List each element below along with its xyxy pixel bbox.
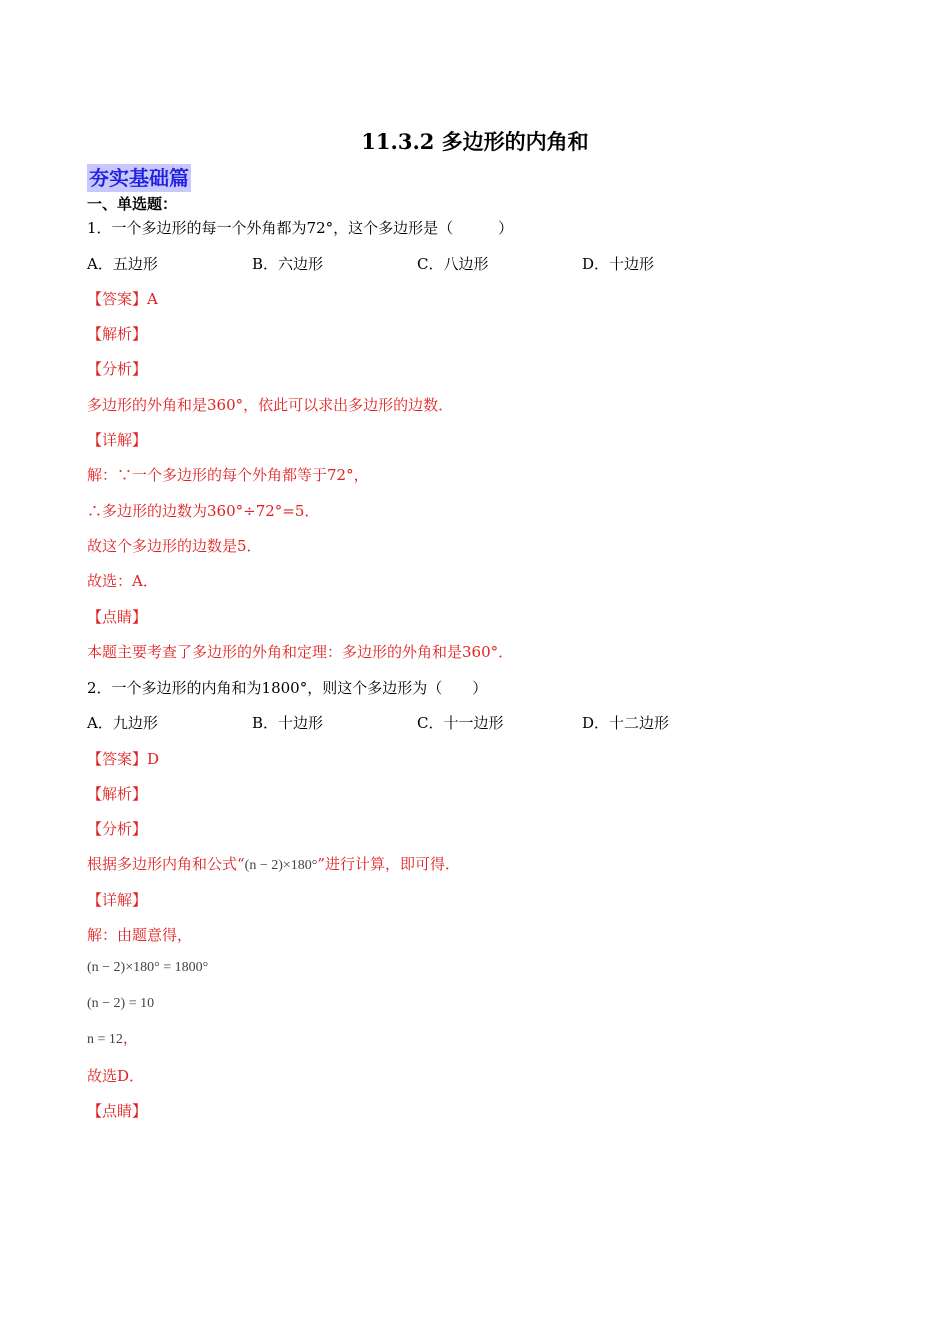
q2-stem: 2．一个多边形的内角和为1800°，则这个多边形为（ ） (87, 679, 488, 697)
q1-option-b: B．六边形 (252, 255, 324, 273)
q2-option-d: D．十二边形 (582, 714, 670, 732)
q2-conclusion: 故选D． (87, 1067, 145, 1085)
q1-stem: 1．一个多边形的每一个外角都为72°，这个多边形是（ ） (87, 219, 514, 237)
q2-eq1: (n − 2)×180° = 1800° (87, 960, 209, 975)
q2-option-c: C．十一边形 (417, 714, 504, 732)
q1-option-c: C．八边形 (417, 255, 489, 273)
q2-eq3-suffix: ， (122, 1029, 138, 1047)
q1-dianjing-label: 【点睛】 (87, 608, 148, 626)
q2-step-intro: 解：由题意得， (87, 926, 193, 944)
q1-step-1: 解：∵一个多边形的每个外角都等于72°， (87, 466, 369, 484)
q1-fenxi-text: 多边形的外角和是360°，依此可以求出多边形的边数． (87, 396, 454, 414)
subsection-heading: 一、单选题： (87, 195, 178, 213)
q1-answer: 【答案】A (87, 290, 158, 308)
q1-jiexi-label: 【解析】 (87, 325, 148, 343)
q2-equation-2 (87, 992, 154, 1014)
q2-option-a: A．九边形 (87, 714, 158, 732)
q1-step-2: ∴多边形的边数为360°÷72°=5． (87, 502, 320, 520)
q2-fenxi-after: ”进行计算，即可得． (317, 855, 461, 873)
q1-dianjing-text: 本题主要考查了多边形的外角和定理：多边形的外角和是360°． (87, 643, 514, 661)
page-title: 11.3.2 多边形的内角和 (361, 129, 589, 154)
q2-equation-1 (87, 956, 208, 978)
q2-fenxi-label: 【分析】 (87, 820, 148, 838)
q2-xiangjie-label: 【详解】 (87, 891, 148, 909)
q2-fenxi-text (87, 854, 460, 876)
q2-dianjing-label: 【点睛】 (87, 1102, 148, 1120)
q1-xiangjie-label: 【详解】 (87, 431, 148, 449)
q2-fenxi-before: 根据多边形内角和公式“ (87, 855, 245, 873)
q2-answer: 【答案】D (87, 750, 160, 768)
q2-eq3: n = 12 (87, 1032, 123, 1047)
q2-jiexi-label: 【解析】 (87, 785, 148, 803)
q2-option-b: B．十边形 (252, 714, 324, 732)
q1-step-4: 故选：A． (87, 572, 158, 590)
q2-eq2: (n − 2) = 10 (87, 996, 155, 1011)
q1-option-a: A．五边形 (87, 255, 158, 273)
section-label: 夯实基础篇 (89, 166, 189, 190)
q1-fenxi-label: 【分析】 (87, 360, 148, 378)
q1-option-d: D．十边形 (582, 255, 655, 273)
q2-fenxi-formula: (n − 2)×180° (244, 858, 318, 873)
q1-step-3: 故这个多边形的边数是5． (87, 537, 262, 555)
q2-equation-3 (87, 1028, 138, 1050)
